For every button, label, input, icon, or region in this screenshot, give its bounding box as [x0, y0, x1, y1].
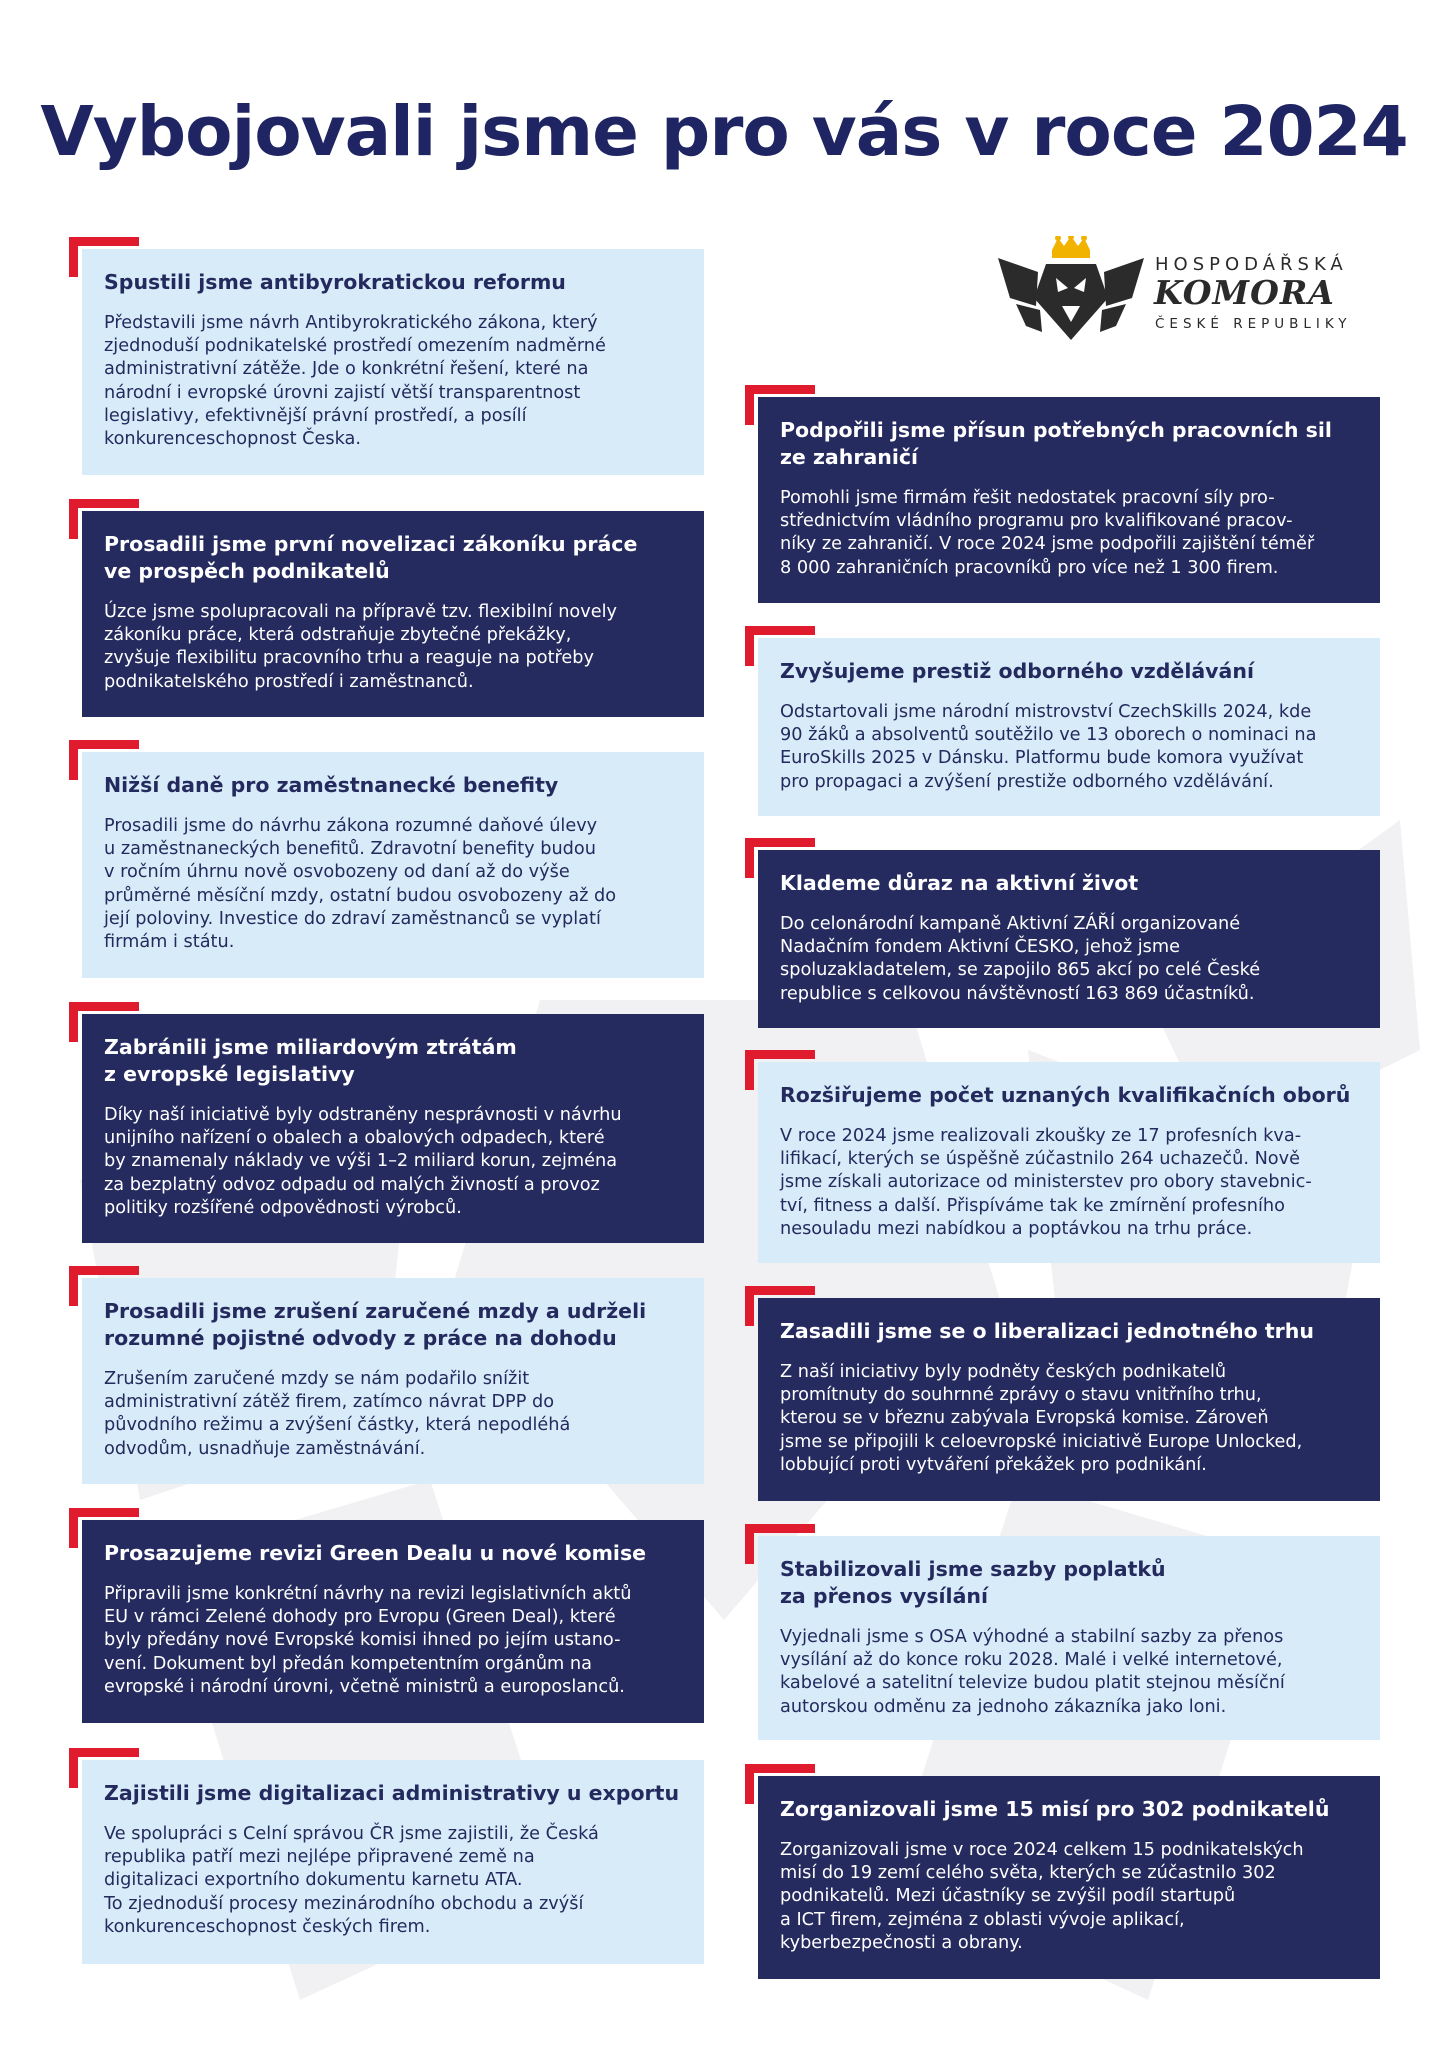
card-body: Připravili jsme konkrétní návrhy na revizi legislativních aktů EU v rámci Zelené dohody pro Evropu (Green Deal), které byly předány nové Evropské komisi ihned po jejím ustano- vení. Dokument byl předán kompetentním orgánům na evropské i národní úrovni, včetně ministrů a europoslanců.: [104, 1584, 632, 1697]
card-heading: Zasadili jsme se o liberalizaci jednotného trhu: [780, 1319, 1314, 1343]
card-body: Úzce jsme spolupracovali na přípravě tzv. flexibilní novely zákoníku práce, která odstraňuje zbytečné překážky, zvyšuje flexibilitu pracovního trhu a reaguje na potřeby podnikatelského prostředí i zaměstnanců.: [104, 602, 617, 692]
card-body: Ve spolupráci s Celní správou ČR jsme zajistili, že Česká republika patří mezi nejlépe připravené země na digitalizaci exportního dokumentu karnetu ATA. To zjednoduší procesy mezinárodního obchodu a zvýší konkurenceschopnost českých firem.: [104, 1824, 599, 1937]
card-body: Z naší iniciativy byly podněty českých podnikatelů promítnuty do souhrnné zprávy o stavu vnitřního trhu, kterou se v březnu zabývala Evropská komise. Zároveň jsme se připojili k celoevropské iniciativě Europe Unlocked, lobbující proti vytváření překážek pro podnikání.: [780, 1362, 1303, 1475]
card-body: Představili jsme návrh Antibyrokratického zákona, který zjednoduší podnikatelské prostředí omezením nadměrné administrativní zátěže. Jde o konkrétní řešení, které na národní i evropské úrovni zajistí větší transparentnost legislativy, efektivnější právní prostředí, a posílí konkurenceschopnost Česka.: [104, 313, 606, 450]
achievement-card: [82, 1520, 704, 1723]
red-corner-accent: [745, 626, 815, 666]
lion-crest-icon: [996, 236, 1146, 346]
card-heading: Podpořili jsme přísun potřebných pracovních sil ze zahraničí: [780, 418, 1332, 469]
card-heading: Zabránili jsme miliardovým ztrátám z evropské legislativy: [104, 1035, 517, 1086]
achievement-card: [758, 1062, 1380, 1263]
card-heading: Rozšiřujeme počet uznaných kvalifikačních oborů: [780, 1083, 1351, 1107]
card-heading: Prosazujeme revizi Green Dealu u nové komise: [104, 1541, 647, 1565]
achievement-card: [758, 397, 1380, 603]
red-corner-accent: [69, 1266, 139, 1306]
card-heading: Zvyšujeme prestiž odborného vzdělávání: [780, 659, 1254, 683]
red-corner-accent: [745, 838, 815, 878]
achievement-card: [82, 1760, 704, 1964]
card-body: Do celonárodní kampaně Aktivní ZÁŘÍ organizované Nadačním fondem Aktivní ČESKO, jehož jsme spoluzakladatelem, se zapojilo 865 akcí po celé České republice s celkovou návštěvností 163 869 účastníků.: [780, 914, 1261, 1004]
red-corner-accent: [69, 1508, 139, 1548]
red-corner-accent: [69, 740, 139, 780]
red-corner-accent: [745, 1524, 815, 1564]
red-corner-accent: [745, 1764, 815, 1804]
card-heading: Prosadili jsme první novelizaci zákoníku práce ve prospěch podnikatelů: [104, 532, 638, 583]
card-heading: Prosadili jsme zrušení zaručené mzdy a udrželi rozumné pojistné odvody z práce na dohodu: [104, 1299, 647, 1350]
achievement-card: [758, 1536, 1380, 1740]
card-body: Odstartovali jsme národní mistrovství CzechSkills 2024, kde 90 žáků a absolventů soutěžilo ve 13 oborech o nominaci na EuroSkills 2025 v Dánsku. Platformu bude komora využívat pro propagaci a zvýšení prestiže odborného vzdělávání.: [780, 702, 1317, 792]
red-corner-accent: [745, 1286, 815, 1326]
achievement-card: [82, 1014, 704, 1243]
hkcr-logo: [996, 236, 1376, 346]
card-heading: Zajistili jsme digitalizaci administrativy u exportu: [104, 1781, 680, 1805]
red-corner-accent: [745, 1050, 815, 1090]
achievement-card: [82, 752, 704, 978]
red-corner-accent: [69, 237, 139, 277]
logo-line-1: HOSPODÁŘSKÁ: [1155, 254, 1348, 275]
achievement-card: [82, 1278, 704, 1484]
achievement-card: [82, 511, 704, 717]
achievement-card: [758, 850, 1380, 1028]
achievement-card: [758, 1776, 1380, 1979]
card-heading: Klademe důraz na aktivní život: [780, 871, 1139, 895]
card-body: V roce 2024 jsme realizovali zkoušky ze 17 profesních kva- lifikací, kterých se úspěšně zúčastnilo 264 uchazečů. Nově jsme získali autorizace od ministerstev pro obory stavebnic- tví, fitness a další. Přispíváme tak ke zmírnění profesního nesouladu mezi nabídkou a poptávkou na trhu práce.: [780, 1126, 1312, 1239]
achievement-card: [758, 1298, 1380, 1501]
card-body: Díky naší iniciativě byly odstraněny nesprávnosti v návrhu unijního nařízení o obalech a obalových odpadech, které by znamenaly náklady ve výši 1–2 miliard korun, zejména za bezplatný odvoz odpadu od malých živností a provoz politiky rozšířené odpovědnosti výrobců.: [104, 1105, 622, 1218]
card-heading: Stabilizovali jsme sazby poplatků za přenos vysílání: [780, 1557, 1166, 1608]
logo-line-2: KOMORA: [1154, 273, 1335, 312]
red-corner-accent: [745, 385, 815, 425]
card-body: Zrušením zaručené mzdy se nám podařilo snížit administrativní zátěž firem, zatímco návrat DPP do původního režimu a zvýšení částky, která nepodléhá odvodům, usnadňuje zaměstnávání.: [104, 1369, 571, 1459]
card-body: Vyjednali jsme s OSA výhodné a stabilní sazby za přenos vysílání až do konce roku 2028. Malé i velké internetové, kabelové a satelitní televize budou platit stejnou měsíční autorskou odměnu za jednoho zákazníka jako loni.: [780, 1627, 1285, 1717]
red-corner-accent: [69, 1748, 139, 1788]
red-corner-accent: [69, 499, 139, 539]
card-body: Pomohli jsme firmám řešit nedostatek pracovní síly pro- střednictvím vládního programu pro kvalifikované pracov- níky ze zahraničí. V roce 2024 jsme podpořili zajištění téměř 8 000 zahraničních pracovníků pro více než 1 300 firem.: [780, 488, 1315, 578]
logo-line-3: ČESKÉ REPUBLIKY: [1155, 316, 1352, 332]
achievement-card: [82, 249, 704, 475]
card-heading: Nižší daně pro zaměstnanecké benefity: [104, 773, 559, 797]
card-heading: Spustili jsme antibyrokratickou reformu: [104, 270, 566, 294]
card-body: Zorganizovali jsme v roce 2024 celkem 15 podnikatelských misí do 19 zemí celého světa, kterých se zúčastnilo 302 podnikatelů. Mezi účastníky se zvýšil podíl startupů a ICT firem, zejména z oblasti vývoje aplikací, kyberbezpečnosti a obrany.: [780, 1840, 1304, 1953]
card-heading: Zorganizovali jsme 15 misí pro 302 podnikatelů: [780, 1797, 1330, 1821]
card-body: Prosadili jsme do návrhu zákona rozumné daňové úlevy u zaměstnaneckých benefitů. Zdravotní benefity budou v ročním úhrnu nově osvobozeny od daní až do výše průměrné měsíční mzdy, ostatní budou osvobozeny až do její poloviny. Investice do zdraví zaměstnanců se vyplatí firmám i státu.: [104, 816, 617, 953]
red-corner-accent: [69, 1002, 139, 1042]
achievement-card: [758, 638, 1380, 816]
page-title: Vybojovali jsme pro vás v roce 2024: [40, 92, 1408, 172]
